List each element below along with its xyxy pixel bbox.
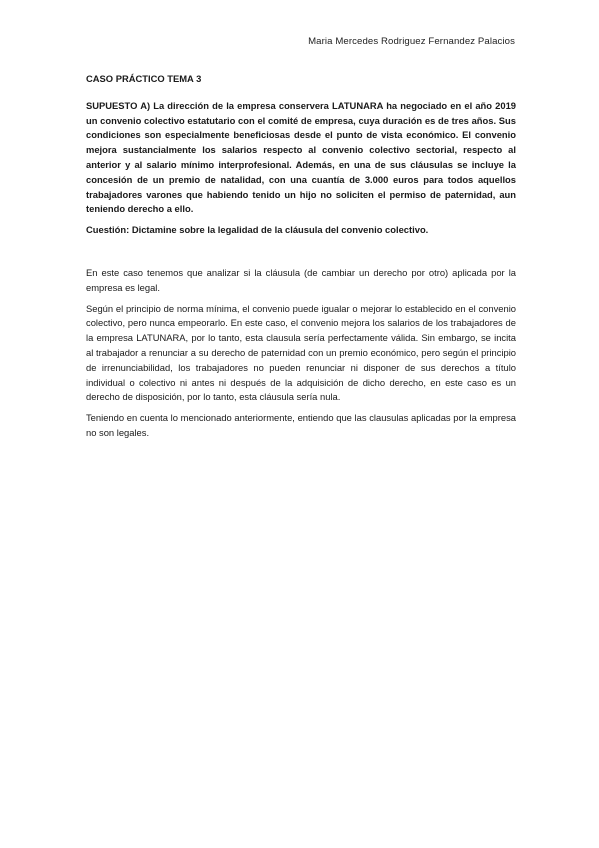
document-title: CASO PRÁCTICO TEMA 3 bbox=[86, 73, 202, 84]
case-statement: SUPUESTO A) La dirección de la empresa conservera LATUNARA ha negociado en el año 2019 un convenio colectivo estatutario con el comité de empresa, cuya duración es de tres años. Sus condiciones son especialmente beneficiosas desde el punto de vista económico. El convenio mejora sustancialmente los salarios respecto al convenio colectivo sectorial, respecto al anterior y al salario mínimo interprofesional. Además, en una de sus cláusulas se incluye la concesión de un premio de natalidad, con una cuantía de 3.000 euros para todos aquellos trabajadores varones que habiendo tenido un hijo no soliciten el permiso de paternidad, aun teniendo derecho a ello. bbox=[86, 99, 516, 215]
case-question: Cuestión: Dictamine sobre la legalidad de la cláusula del convenio colectivo. bbox=[86, 224, 429, 236]
answer-paragraph-2: Según el principio de norma mínima, el convenio puede igualar o mejorar lo establecido en el convenio colectivo, pero nunca empeorarlo. En este caso, el convenio mejora los salarios de los trabajadores de la empresa LATUNARA, por lo tanto, esta clausula sería perfectamente válida. Sin embargo, se incita al trabajador a renunciar a su derecho de paternidad con un premio económico, pero según el principio de irrenunciabilidad, los trabajadores no pueden renunciar ni disponer de sus derechos a título individual o colectivo ni antes ni después de la adquisición de dicho derecho, en este caso es un derecho de disposición, por lo tanto, esta cláusula sería nula. bbox=[86, 302, 516, 403]
author-header: Maria Mercedes Rodriguez Fernandez Palacios bbox=[308, 36, 515, 47]
answer-paragraph-1: En este caso tenemos que analizar si la cláusula (de cambiar un derecho por otro) aplicada por la empresa es legal. bbox=[86, 266, 516, 293]
document-body bbox=[86, 72, 516, 447]
answer-paragraph-3: Teniendo en cuenta lo mencionado anteriormente, entiendo que las clausulas aplicadas por la empresa no son legales. bbox=[86, 412, 516, 438]
